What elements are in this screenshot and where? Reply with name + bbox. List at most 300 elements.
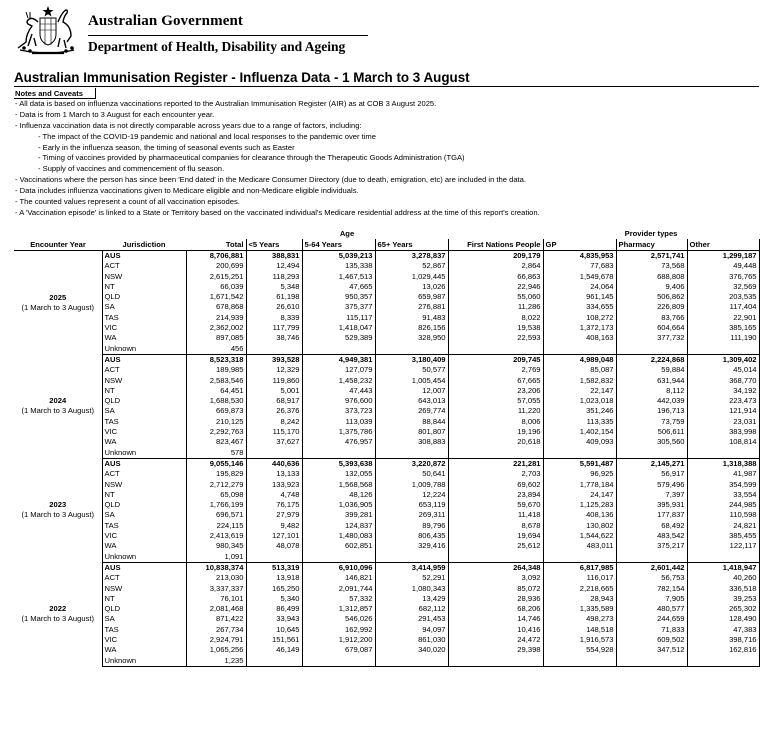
table-body	[14, 251, 759, 667]
age5-64-cell	[302, 656, 375, 667]
total-cell: 823,467	[216, 437, 244, 447]
table-row	[14, 396, 759, 406]
under5-cell	[246, 344, 302, 355]
pharmacy-cell: 395,931	[616, 500, 687, 510]
other-cell: 33,554	[687, 490, 759, 500]
age65plus-cell: 3,220,872	[375, 458, 448, 469]
table-row	[14, 333, 759, 343]
other-cell: 1,309,402	[687, 354, 759, 365]
age65plus-cell: 269,774	[375, 406, 448, 416]
encounter-year-cell	[14, 562, 102, 666]
total-cell: 678,868	[216, 302, 244, 312]
table-row	[14, 645, 759, 655]
pharmacy-cell: 688,808	[616, 272, 687, 282]
total-cell: 200,699	[216, 261, 244, 271]
first-nations-cell: 22,593	[448, 333, 543, 343]
pharmacy-cell: 196,713	[616, 406, 687, 416]
first-nations-cell: 20,618	[448, 437, 543, 447]
gp-cell: 1,125,283	[543, 500, 616, 510]
age65plus-cell: 643,013	[375, 396, 448, 406]
other-cell: 354,599	[687, 480, 759, 490]
gp-cell: 5,591,487	[543, 458, 616, 469]
other-cell: 244,985	[687, 500, 759, 510]
first-nations-cell: 23,206	[448, 386, 543, 396]
encounter-year-cell	[14, 354, 102, 458]
jurisdiction-cell: Unknown	[102, 656, 186, 667]
age65plus-cell: 1,009,788	[375, 480, 448, 490]
jurisdiction-cell: NSW	[102, 480, 186, 490]
other-cell	[687, 656, 759, 667]
table-row	[14, 604, 759, 614]
note-line: - A 'Vaccination episode' is linked to a State or Territory based on the vaccinated individual's Medicare residential address at the time of this report's creation.	[15, 207, 540, 217]
table-row	[14, 302, 759, 312]
table-row	[14, 490, 759, 500]
first-nations-cell: 19,538	[448, 323, 543, 333]
total-cell: 2,413,619	[209, 531, 244, 541]
other-cell: 162,816	[687, 645, 759, 655]
total-cell: 578	[186, 448, 246, 459]
gp-header: GP	[543, 239, 616, 251]
note-line: - The counted values represent a count of all vaccination episodes.	[15, 197, 240, 207]
jurisdiction-cell: NSW	[102, 376, 186, 386]
gp-cell: 1,582,832	[543, 376, 616, 386]
other-cell: 39,253	[687, 594, 759, 604]
pharmacy-cell: 579,496	[616, 480, 687, 490]
first-nations-cell: 2,703	[448, 469, 543, 479]
first-nations-cell	[448, 656, 543, 667]
first-nations-cell: 69,602	[448, 480, 543, 490]
total-cell: 213,030	[216, 573, 244, 583]
age5-64-cell: 162,992	[302, 625, 375, 635]
pharmacy-cell: 68,492	[616, 521, 687, 531]
pharmacy-cell: 226,809	[616, 302, 687, 312]
age65plus-cell: 291,453	[375, 614, 448, 624]
age65plus-cell: 12,224	[375, 490, 448, 500]
gp-cell	[543, 552, 616, 563]
under5-cell: 119,860	[246, 376, 302, 386]
age5-64-cell: 2,091,744	[302, 584, 375, 594]
under5-cell: 27,979	[246, 510, 302, 520]
total-cell: 3,337,337	[209, 583, 244, 593]
total-cell: 2,924,791	[209, 634, 244, 644]
pharmacy-cell	[616, 656, 687, 667]
jurisdiction-cell: NSW	[102, 272, 186, 282]
under5-cell: 76,175	[246, 500, 302, 510]
age5-64-cell: 529,389	[302, 333, 375, 343]
gp-cell: 6,817,985	[543, 562, 616, 573]
table-row	[14, 292, 759, 302]
age65plus-cell: 340,020	[375, 645, 448, 655]
pharmacy-cell: 506,611	[616, 427, 687, 437]
gp-cell: 2,218,665	[543, 584, 616, 594]
other-cell: 203,535	[687, 292, 759, 302]
pharmacy-cell: 7,397	[616, 490, 687, 500]
jurisdiction-cell: Unknown	[102, 448, 186, 459]
commonwealth-coat-of-arms-icon	[10, 4, 84, 56]
other-cell: 49,448	[687, 261, 759, 271]
gp-cell: 1,023,018	[543, 396, 616, 406]
age65plus-cell	[375, 344, 448, 355]
under5-cell: 26,610	[246, 302, 302, 312]
under5-cell: 5,340	[246, 594, 302, 604]
total-cell: 8,706,881	[209, 251, 244, 260]
jurisdiction-cell: ACT	[102, 573, 186, 583]
age65plus-cell: 276,881	[375, 302, 448, 312]
title-divider	[14, 86, 759, 87]
total-cell: 669,873	[216, 406, 244, 416]
first-nations-cell	[448, 448, 543, 459]
first-nations-cell: 3,092	[448, 573, 543, 583]
table-row	[14, 521, 759, 531]
jurisdiction-cell: WA	[102, 645, 186, 655]
first-nations-cell: 221,281	[448, 458, 543, 469]
first-nations-cell: 10,416	[448, 625, 543, 635]
pharmacy-cell	[616, 448, 687, 459]
table-row	[14, 625, 759, 635]
other-cell: 111,190	[687, 333, 759, 343]
age65plus-cell: 91,483	[375, 313, 448, 323]
under5-cell: 61,198	[246, 292, 302, 302]
gp-cell: 24,147	[543, 490, 616, 500]
table-row	[14, 323, 759, 333]
other-cell: 383,998	[687, 427, 759, 437]
age5-64-cell: 1,912,200	[302, 635, 375, 645]
jurisdiction-cell: SA	[102, 614, 186, 624]
age65plus-cell: 653,119	[375, 500, 448, 510]
total-cell: 1,688,530	[209, 396, 244, 406]
under5-cell: 393,528	[246, 354, 302, 365]
jurisdiction-cell: VIC	[102, 635, 186, 645]
total-cell: 64,451	[220, 385, 244, 395]
age65plus-cell	[375, 552, 448, 563]
total-cell: 195,829	[216, 469, 244, 479]
age65plus-cell: 329,416	[375, 541, 448, 551]
gp-cell: 498,273	[543, 614, 616, 624]
header-divider	[88, 35, 368, 36]
total-cell: 9,055,146	[209, 458, 244, 468]
table-row	[14, 365, 759, 375]
jurisdiction-cell: AUS	[102, 251, 186, 262]
first-nations-cell: 11,418	[448, 510, 543, 520]
jurisdiction-cell: ACT	[102, 261, 186, 271]
jurisdiction-cell: TAS	[102, 417, 186, 427]
first-nations-cell: 59,670	[448, 500, 543, 510]
pharmacy-cell	[616, 344, 687, 355]
other-cell: 40,260	[687, 573, 759, 583]
first-nations-cell: 11,286	[448, 302, 543, 312]
total-cell: 2,292,763	[209, 427, 244, 437]
other-cell: 223,473	[687, 396, 759, 406]
pharmacy-cell: 59,884	[616, 365, 687, 375]
gp-cell	[543, 656, 616, 667]
pharmacy-cell: 83,766	[616, 313, 687, 323]
age65plus-cell: 801,807	[375, 427, 448, 437]
age65plus-cell: 94,097	[375, 625, 448, 635]
other-cell: 398,716	[687, 635, 759, 645]
first-nations-cell: 85,072	[448, 584, 543, 594]
age65plus-cell: 308,883	[375, 437, 448, 447]
table-row	[14, 354, 759, 365]
under5-cell: 38,746	[246, 333, 302, 343]
under5-cell: 513,319	[246, 562, 302, 573]
age65plus-cell	[375, 656, 448, 667]
gp-cell: 1,549,678	[543, 272, 616, 282]
pharmacy-cell: 782,154	[616, 584, 687, 594]
other-cell: 22,901	[687, 313, 759, 323]
age5-64-cell: 373,723	[302, 406, 375, 416]
total-header: Total	[186, 239, 246, 251]
total-cell: 2,615,251	[209, 271, 244, 281]
jurisdiction-cell: Unknown	[102, 552, 186, 563]
other-cell: 376,765	[687, 272, 759, 282]
first-nations-cell: 29,398	[448, 645, 543, 655]
table-row	[14, 272, 759, 282]
table-row	[14, 531, 759, 541]
age5-64-cell: 5,393,638	[302, 458, 375, 469]
total-cell: 10,838,374	[205, 562, 244, 572]
pharmacy-cell: 375,217	[616, 541, 687, 551]
other-cell	[687, 344, 759, 355]
pharmacy-cell: 609,502	[616, 635, 687, 645]
age65plus-cell: 89,796	[375, 521, 448, 531]
pharmacy-cell: 2,224,868	[616, 354, 687, 365]
gp-cell: 1,372,173	[543, 323, 616, 333]
age5-64-cell: 1,480,083	[302, 531, 375, 541]
age5-64-cell: 135,338	[302, 261, 375, 271]
age5-64-cell: 6,910,096	[302, 562, 375, 573]
other-cell: 45,014	[687, 365, 759, 375]
first-nations-cell: 25,612	[448, 541, 543, 551]
table-row	[14, 552, 759, 563]
first-nations-cell: 8,678	[448, 521, 543, 531]
age5-64-cell: 1,375,786	[302, 427, 375, 437]
age5-64-cell: 476,957	[302, 437, 375, 447]
total-cell: 1,065,256	[209, 645, 244, 655]
encounter-year-cell	[14, 458, 102, 562]
other-cell: 1,299,187	[687, 251, 759, 262]
gp-cell: 334,655	[543, 302, 616, 312]
other-cell: 385,165	[687, 323, 759, 333]
jurisdiction-cell: QLD	[102, 604, 186, 614]
pharmacy-header: Pharmacy	[616, 239, 687, 251]
table-row	[14, 251, 759, 262]
jurisdiction-cell: NSW	[102, 584, 186, 594]
jurisdiction-cell: VIC	[102, 531, 186, 541]
total-cell: 2,081,468	[209, 604, 244, 614]
pharmacy-cell: 73,759	[616, 417, 687, 427]
influenza-data-table	[14, 229, 759, 667]
other-cell: 385,455	[687, 531, 759, 541]
table-row	[14, 344, 759, 355]
age65plus-cell: 806,435	[375, 531, 448, 541]
total-cell: 8,523,318	[209, 354, 244, 364]
other-cell	[687, 552, 759, 563]
gp-cell: 1,335,589	[543, 604, 616, 614]
jurisdiction-cell: AUS	[102, 562, 186, 573]
age5-64-cell: 113,039	[302, 417, 375, 427]
other-cell: 34,192	[687, 386, 759, 396]
gp-cell: 1,544,622	[543, 531, 616, 541]
table-row	[14, 458, 759, 469]
jurisdiction-cell: SA	[102, 302, 186, 312]
government-header	[8, 4, 368, 58]
age65plus-cell: 50,641	[375, 469, 448, 479]
jurisdiction-cell: AUS	[102, 354, 186, 365]
jurisdiction-cell: AUS	[102, 458, 186, 469]
under5-cell: 151,561	[246, 635, 302, 645]
jurisdiction-cell: Unknown	[102, 344, 186, 355]
age65plus-cell: 88,844	[375, 417, 448, 427]
other-cell: 32,569	[687, 282, 759, 292]
other-cell: 121,914	[687, 406, 759, 416]
age65plus-cell: 682,112	[375, 604, 448, 614]
provider-types-header: Provider types	[624, 229, 678, 238]
age5-64-header: 5-64 Years	[302, 239, 375, 251]
table-row	[14, 614, 759, 624]
first-nations-cell: 55,060	[448, 292, 543, 302]
age-group-header: Age	[339, 229, 355, 238]
age5-64-cell: 4,949,381	[302, 354, 375, 365]
first-nations-cell: 8,022	[448, 313, 543, 323]
jurisdiction-cell: SA	[102, 510, 186, 520]
note-line: - All data is based on influenza vaccinations reported to the Australian Immunisation Register (AIR) as at COB 3 August 2025.	[15, 99, 437, 108]
pharmacy-cell: 631,944	[616, 376, 687, 386]
pharmacy-cell: 480,577	[616, 604, 687, 614]
age65plus-cell: 13,026	[375, 282, 448, 292]
jurisdiction-cell: NT	[102, 490, 186, 500]
first-nations-cell: 28,936	[448, 594, 543, 604]
age65plus-cell: 861,030	[375, 635, 448, 645]
table-row	[14, 406, 759, 416]
total-cell: 210,125	[216, 416, 244, 426]
age5-64-cell: 57,332	[302, 594, 375, 604]
pharmacy-cell: 2,571,741	[616, 251, 687, 262]
note-line: - Data includes influenza vaccinations given to Medicare eligible and non-Medicare eligible individuals.	[15, 186, 359, 196]
age65plus-cell: 12,007	[375, 386, 448, 396]
gp-cell: 1,402,154	[543, 427, 616, 437]
age65plus-cell: 1,080,343	[375, 584, 448, 594]
age65plus-cell: 826,156	[375, 323, 448, 333]
gp-cell: 483,011	[543, 541, 616, 551]
under5-cell: 13,918	[246, 573, 302, 583]
first-nations-header: First Nations People	[448, 239, 543, 251]
jurisdiction-cell: NT	[102, 594, 186, 604]
gp-cell: 4,989,048	[543, 354, 616, 365]
age5-64-cell	[302, 448, 375, 459]
table-row	[14, 573, 759, 583]
encounter-period: (1 March to 3 August)	[21, 510, 95, 520]
encounter-year: 2023	[49, 500, 67, 510]
pharmacy-cell: 9,406	[616, 282, 687, 292]
encounter-year: 2025	[49, 292, 67, 302]
age5-64-cell: 47,443	[302, 386, 375, 396]
age65plus-cell: 659,987	[375, 292, 448, 302]
jurisdiction-cell: SA	[102, 406, 186, 416]
total-cell: 696,571	[216, 510, 244, 520]
gp-cell: 1,778,184	[543, 480, 616, 490]
age5-64-cell	[302, 552, 375, 563]
jurisdiction-cell: VIC	[102, 427, 186, 437]
encounter-year-header: Encounter Year	[14, 239, 102, 251]
jurisdiction-cell: QLD	[102, 500, 186, 510]
under5-cell: 133,923	[246, 480, 302, 490]
age65plus-cell: 1,029,445	[375, 272, 448, 282]
table-row	[14, 562, 759, 573]
report-title: Australian Immunisation Register - Influenza Data - 1 March to 3 August	[14, 70, 470, 85]
note-line: - The impact of the COVID-19 pandemic and national and local responses to the pandemic over time	[38, 131, 376, 141]
under5-cell: 33,943	[246, 614, 302, 624]
table-row	[14, 510, 759, 520]
age5-64-cell: 546,026	[302, 614, 375, 624]
first-nations-cell: 66,863	[448, 272, 543, 282]
table-row	[14, 313, 759, 323]
age5-64-cell: 1,418,047	[302, 323, 375, 333]
age5-64-cell	[302, 344, 375, 355]
note-line: - Early in the influenza season, the timing of seasonal events such as Easter	[38, 142, 295, 152]
note-line: - Timing of vaccines provided by pharmaceutical companies for clearance through the Therapeutic Goods Administration (TGA)	[38, 153, 465, 163]
encounter-period: (1 March to 3 August)	[21, 406, 95, 416]
age5-64-cell: 124,837	[302, 521, 375, 531]
table-row	[14, 594, 759, 604]
first-nations-cell: 8,006	[448, 417, 543, 427]
age65plus-cell: 328,950	[375, 333, 448, 343]
encounter-year: 2024	[49, 396, 67, 406]
age65plus-cell: 52,867	[375, 261, 448, 271]
table-row	[14, 261, 759, 271]
age5-64-cell: 48,126	[302, 490, 375, 500]
under5-cell: 12,329	[246, 365, 302, 375]
pharmacy-cell: 244,659	[616, 614, 687, 624]
table-row	[14, 386, 759, 396]
first-nations-cell: 11,220	[448, 406, 543, 416]
jurisdiction-cell: NT	[102, 386, 186, 396]
gp-cell: 77,683	[543, 261, 616, 271]
under5-cell: 5,001	[246, 386, 302, 396]
gp-cell	[543, 448, 616, 459]
under5-cell: 9,482	[246, 521, 302, 531]
total-cell: 65,098	[220, 489, 244, 499]
other-cell: 110,598	[687, 510, 759, 520]
total-cell: 2,362,002	[209, 323, 244, 333]
table-row	[14, 427, 759, 437]
gp-cell: 148,518	[543, 625, 616, 635]
gp-cell: 96,925	[543, 469, 616, 479]
first-nations-cell: 2,864	[448, 261, 543, 271]
age5-64-cell: 47,665	[302, 282, 375, 292]
under5-cell: 86,499	[246, 604, 302, 614]
total-cell: 1,671,542	[209, 292, 244, 302]
department-name: Department of Health, Disability and Ageing	[88, 39, 346, 54]
pharmacy-cell: 73,568	[616, 261, 687, 271]
age5-64-cell: 115,117	[302, 313, 375, 323]
age5-64-cell: 976,600	[302, 396, 375, 406]
encounter-year: 2022	[49, 604, 67, 614]
other-cell: 122,117	[687, 541, 759, 551]
under5-cell: 26,376	[246, 406, 302, 416]
gp-cell: 1,916,573	[543, 635, 616, 645]
under5-cell: 118,293	[246, 272, 302, 282]
jurisdiction-cell: VIC	[102, 323, 186, 333]
age5-64-cell: 1,312,857	[302, 604, 375, 614]
table-row	[14, 500, 759, 510]
under5-cell: 48,078	[246, 541, 302, 551]
first-nations-cell	[448, 344, 543, 355]
under5-cell	[246, 656, 302, 667]
total-cell: 267,734	[216, 624, 244, 634]
total-cell: 66,039	[220, 281, 244, 291]
under5-cell: 4,748	[246, 490, 302, 500]
jurisdiction-cell: WA	[102, 333, 186, 343]
